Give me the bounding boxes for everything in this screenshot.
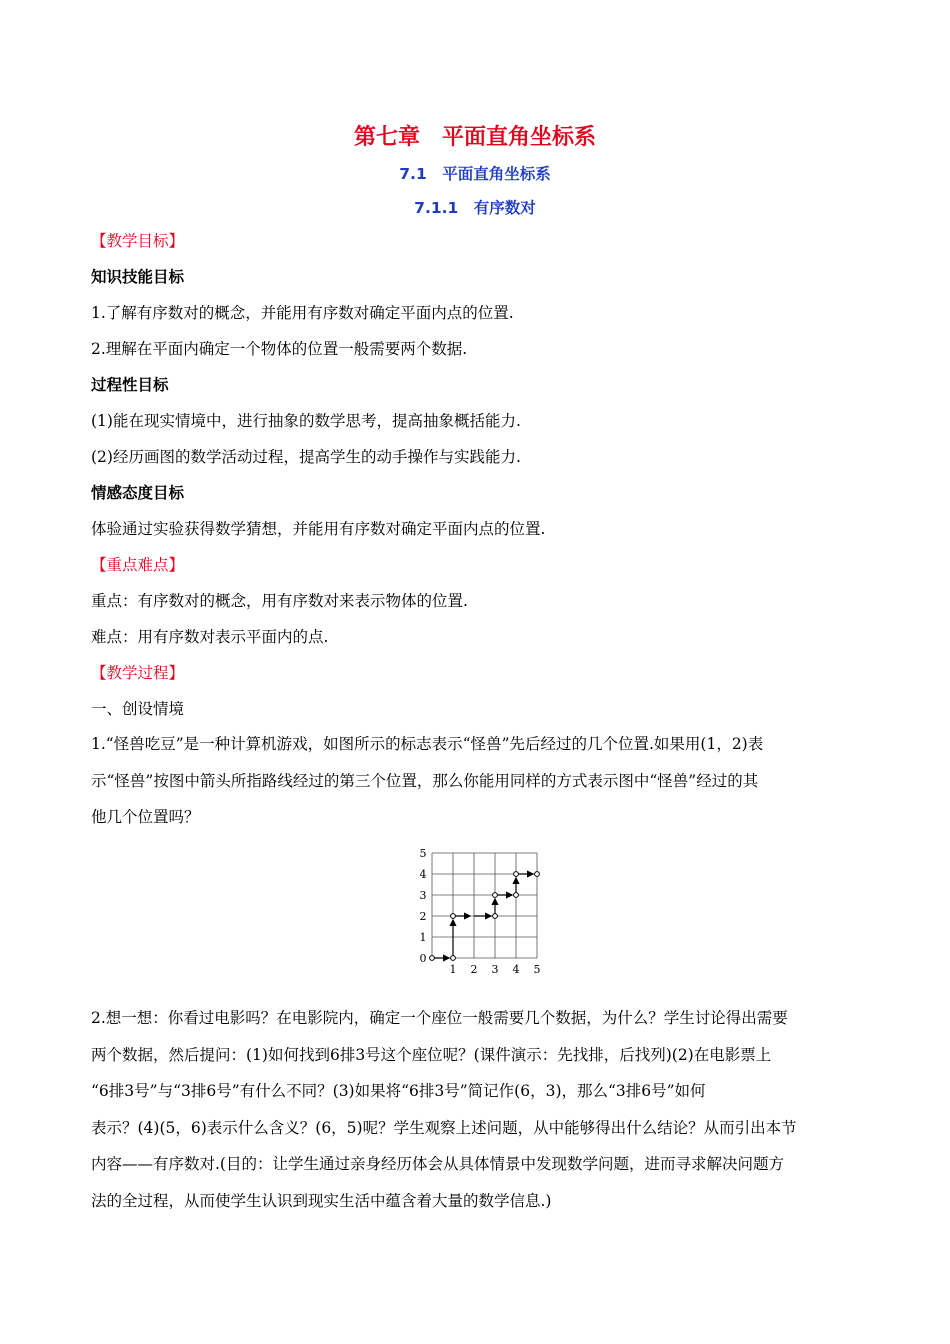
y-tick-label: 4 — [419, 868, 427, 881]
x-tick-label: 3 — [491, 963, 499, 976]
attitude-goal-heading: 情感态度目标 — [91, 484, 185, 502]
path-point — [493, 893, 498, 898]
x-tick-label: 5 — [533, 963, 541, 976]
attitude-goal-item: 体验通过实验获得数学猜想，并能用有序数对确定平面内点的位置. — [91, 520, 546, 538]
teaching-process-heading: 【教学过程】 — [91, 664, 185, 682]
y-tick-label: 5 — [419, 847, 427, 860]
knowledge-goal-item: 1.了解有序数对的概念，并能用有序数对确定平面内点的位置. — [91, 304, 514, 322]
chapter-title: 第七章 平面直角坐标系 — [353, 125, 596, 150]
monster-path-grid-figure — [414, 844, 550, 976]
path-point — [493, 914, 498, 919]
process-goal-item: (2)经历画图的数学活动过程，提高学生的动手操作与实践能力. — [91, 448, 521, 466]
difficulty-point: 难点：用有序数对表示平面内的点. — [91, 628, 329, 646]
question-two-line: 两个数据，然后提问：(1)如何找到6排3号这个座位呢？(课件演示：先找排，后找列)(2)在电影票上 — [91, 1045, 772, 1064]
question-two-line: 内容——有序数对.(目的：让学生通过亲身经历体会从具体情景中发现数学问题，进而寻求解决问题方 — [91, 1155, 784, 1173]
process-goal-item: (1)能在现实情境中，进行抽象的数学思考，提高抽象概括能力. — [91, 412, 521, 430]
path-point — [430, 956, 435, 961]
key-points-heading: 【重点难点】 — [91, 556, 185, 574]
question-one-line: 他几个位置吗？ — [91, 808, 200, 826]
y-tick-label: 3 — [419, 889, 427, 902]
grid-lines — [432, 853, 537, 958]
path-point — [451, 914, 456, 919]
y-tick-label: 1 — [419, 931, 427, 944]
path-point — [451, 956, 456, 961]
x-tick-label: 1 — [449, 963, 457, 976]
question-two-line: 表示？(4)(5，6)表示什么含义？(6，5)呢？学生观察上述问题，从中能够得出什么结论？从而引出本节 — [91, 1118, 797, 1137]
axis-tick-labels — [420, 847, 541, 976]
x-tick-label: 2 — [470, 963, 478, 976]
teaching-goals-heading: 【教学目标】 — [91, 232, 185, 250]
origin-tick-label: 0 — [419, 952, 427, 965]
path-point — [514, 893, 519, 898]
path-point — [514, 872, 519, 877]
key-point: 重点：有序数对的概念，用有序数对来表示物体的位置. — [91, 592, 468, 610]
part-one-heading: 一、创设情境 — [91, 700, 185, 718]
question-two-line: “6排3号”与“3排6号”有什么不同？(3)如果将“6排3号”简记作(6，3)，那么“3排6号”如何 — [91, 1082, 706, 1100]
subsection-title: 7.1.1 有序数对 — [414, 199, 536, 217]
process-goal-heading: 过程性目标 — [91, 376, 169, 394]
question-two-line: 2.想一想：你看过电影吗？在电影院内，确定一个座位一般需要几个数据，为什么？学生讨论得出需要 — [91, 1009, 788, 1027]
question-one — [91, 726, 861, 836]
knowledge-goal-item: 2.理解在平面内确定一个物体的位置一般需要两个数据. — [91, 340, 468, 358]
path-point — [535, 872, 540, 877]
question-two — [91, 1000, 861, 1219]
y-tick-label: 2 — [419, 910, 427, 923]
x-tick-label: 4 — [512, 963, 520, 976]
question-one-line: 示“怪兽”按图中箭头所指路线经过的第三个位置，那么你能用同样的方式表示图中“怪兽”经过的其 — [91, 771, 759, 790]
knowledge-goal-heading: 知识技能目标 — [91, 268, 185, 286]
question-one-line: 1.“怪兽吃豆”是一种计算机游戏，如图所示的标志表示“怪兽”先后经过的几个位置.如果用(1，2)表 — [91, 735, 764, 753]
section-title: 7.1 平面直角坐标系 — [399, 165, 551, 183]
question-two-line: 法的全过程，从而使学生认识到现实生活中蕴含着大量的数学信息.) — [91, 1191, 552, 1210]
